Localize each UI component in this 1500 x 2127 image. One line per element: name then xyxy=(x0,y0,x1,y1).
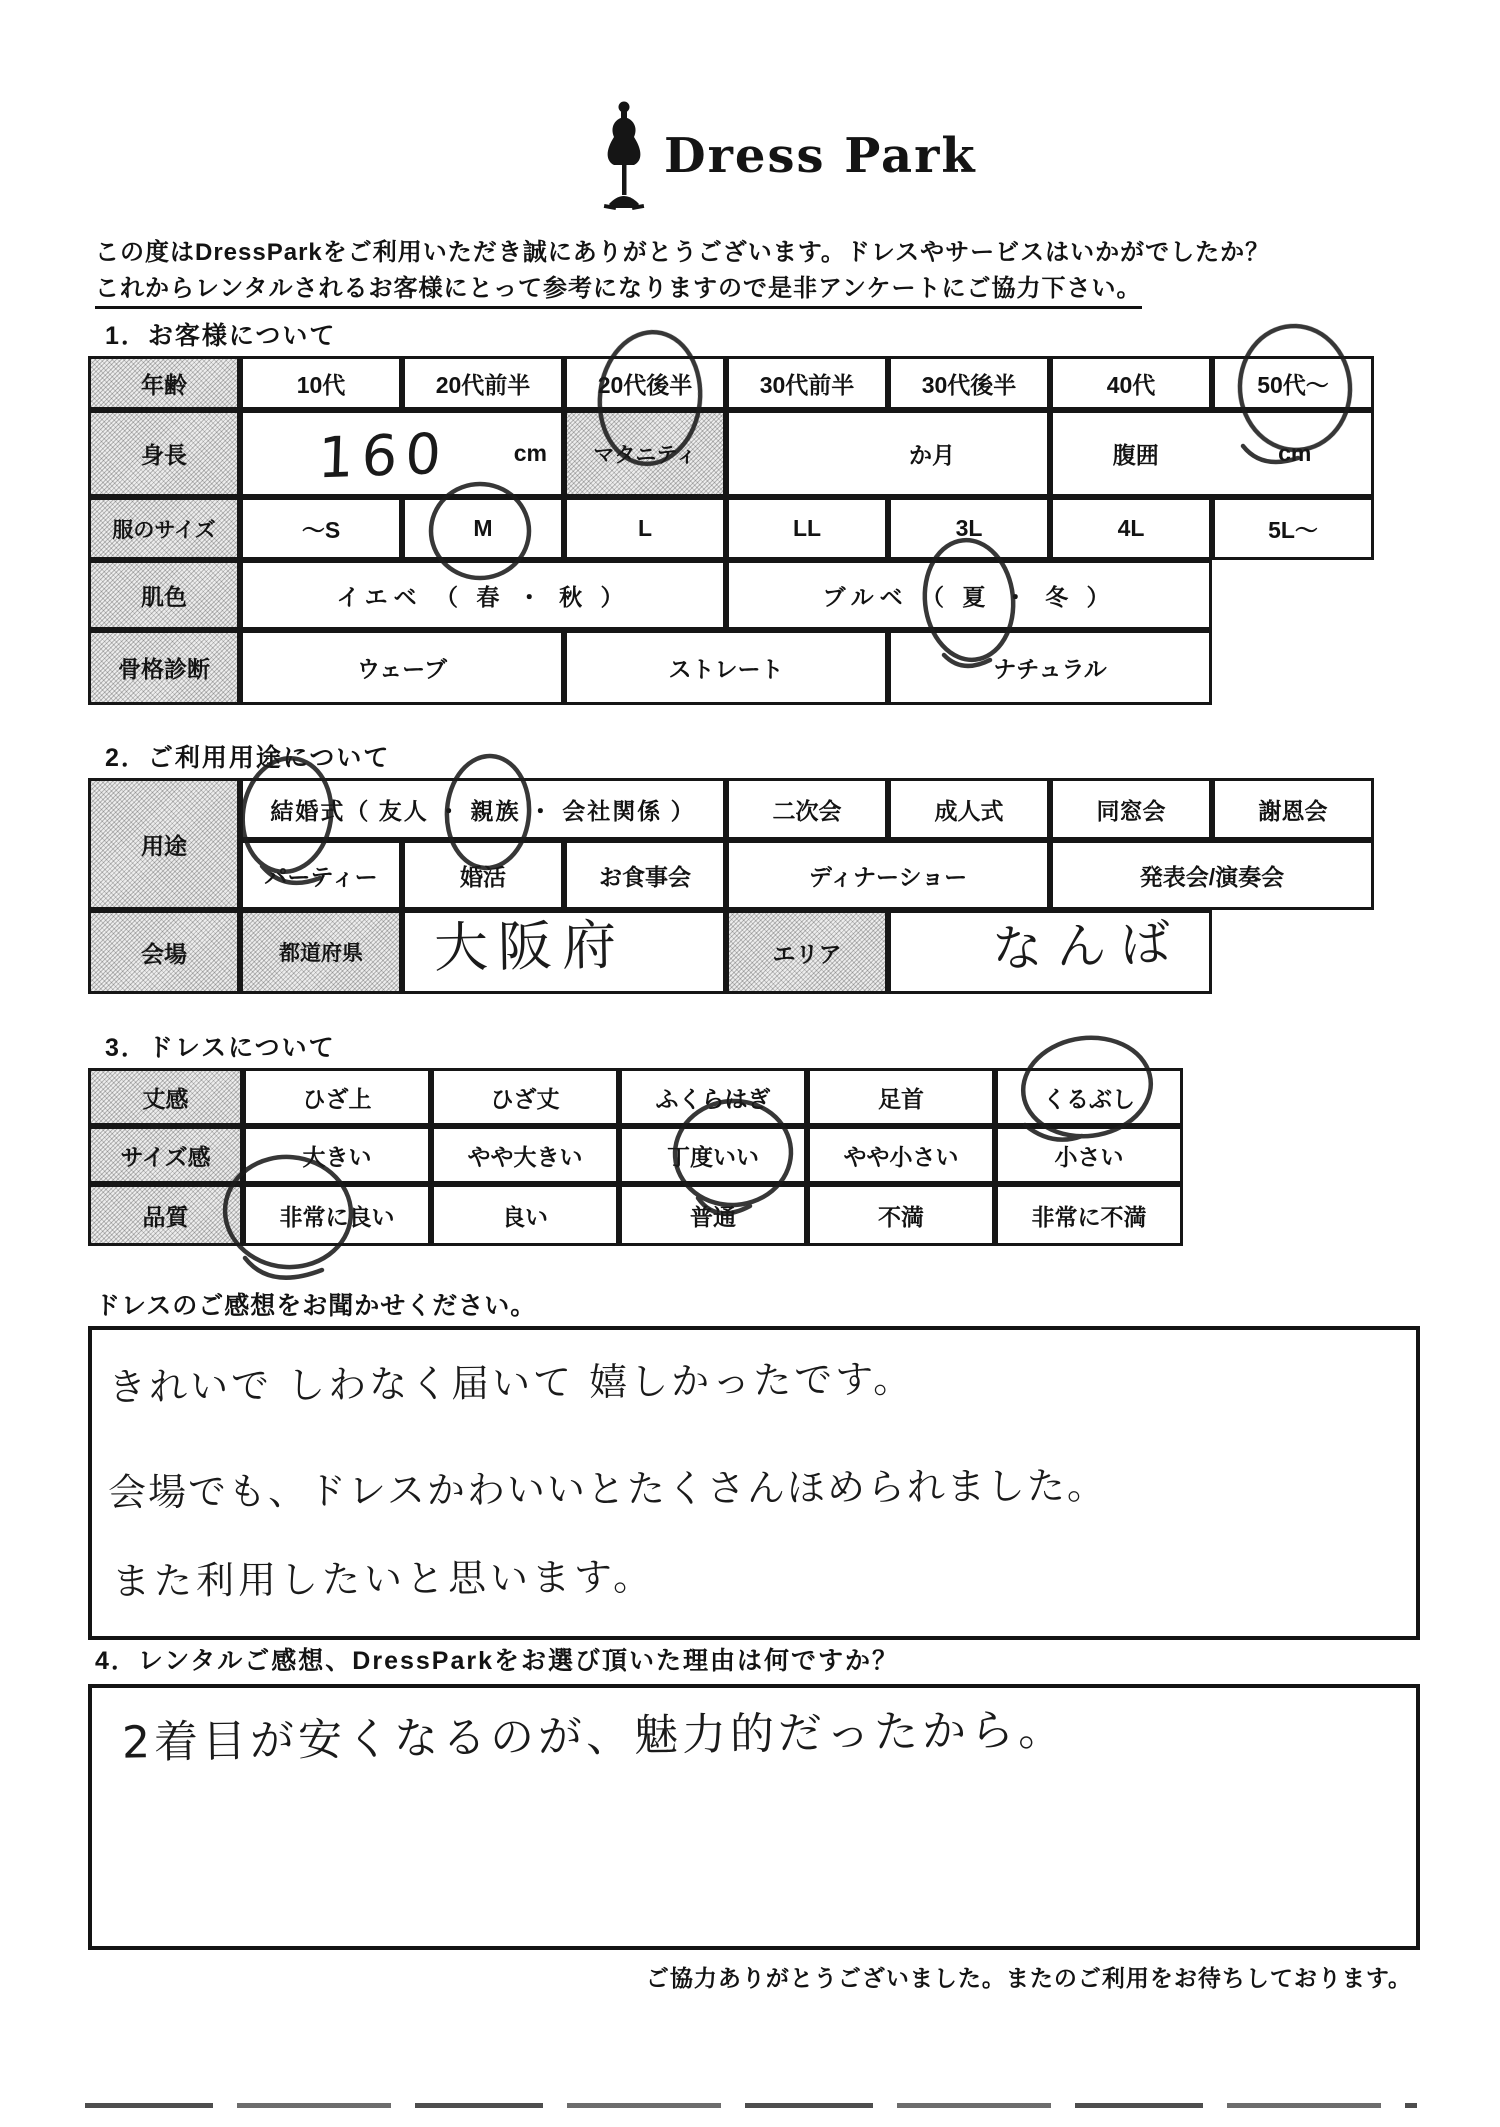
frame-option: ウェーブ xyxy=(240,630,564,705)
purpose-option: 謝恩会 xyxy=(1212,778,1374,840)
age-option: 30代前半 xyxy=(726,356,888,410)
size-option: 5L～ xyxy=(1212,497,1374,560)
handwritten-feedback-line1: きれいで しわなく届いて 嬉しかったです。 xyxy=(107,1356,915,1410)
age-option: 10代 xyxy=(240,356,402,410)
age-option: 20代前半 xyxy=(402,356,564,410)
size-option: 4L xyxy=(1050,497,1212,560)
section1-title: 1．お客様について xyxy=(105,322,337,350)
customer-info-table xyxy=(88,356,1374,705)
fit-option-circled: 丁度いい xyxy=(619,1126,807,1184)
size-option: LL xyxy=(726,497,888,560)
size-option-circled: M xyxy=(402,497,564,560)
fit-option: やや小さい xyxy=(807,1126,995,1184)
purpose-option: 二次会 xyxy=(726,778,888,840)
length-option-circled: くるぶし xyxy=(995,1068,1183,1126)
purpose-option: ディナーショー xyxy=(726,840,1050,910)
age-option-circled: 50代～ xyxy=(1212,356,1374,410)
length-option: 足首 xyxy=(807,1068,995,1126)
handwritten-area-value: なんば xyxy=(991,913,1186,979)
skin-option-yellow: イエベ （ 春 ・ 秋 ） xyxy=(240,560,726,630)
venue-row-header: 会場 xyxy=(88,910,240,994)
size-option: ～S xyxy=(240,497,402,560)
quality-option: 良い xyxy=(431,1184,619,1246)
purpose-option-wedding-circled: 結婚式（ 友人 ・ 親族 ・ 会社関係 ） xyxy=(240,778,726,840)
maternity-label: マタニティ xyxy=(564,410,726,497)
purpose-option: 婚活 xyxy=(402,840,564,910)
skin-option-blue: ブルベ （ 夏 ・ 冬 ） xyxy=(726,560,1212,630)
frame-option: ナチュラル xyxy=(888,630,1212,705)
fit-row-header: サイズ感 xyxy=(88,1126,243,1184)
length-option: ひざ上 xyxy=(243,1068,431,1126)
height-row-header: 身長 xyxy=(88,410,240,497)
dress-feedback-label: ドレスのご感想をお聞かせください。 xyxy=(95,1292,537,1320)
months-label: か月 xyxy=(909,442,955,468)
fit-option: 小さい xyxy=(995,1126,1183,1184)
age-option: 40代 xyxy=(1050,356,1212,410)
section4-title: 4．レンタルご感想、DressParkをお選び頂いた理由は何ですか？ xyxy=(95,1647,899,1675)
purpose-row-header: 用途 xyxy=(88,778,240,910)
waist-cell xyxy=(1050,410,1374,497)
area-label: エリア xyxy=(726,910,888,994)
purpose-option: 発表会/演奏会 xyxy=(1050,840,1374,910)
length-option: ひざ丈 xyxy=(431,1068,619,1126)
prefecture-label: 都道府県 xyxy=(240,910,402,994)
purpose-option: 成人式 xyxy=(888,778,1050,840)
quality-row-header: 品質 xyxy=(88,1184,243,1246)
closing-text: ご協力ありがとうございました。またのご利用をお待ちしております。 xyxy=(645,1965,1412,1991)
quality-option-circled: 非常に良い xyxy=(243,1184,431,1246)
purpose-option: 同窓会 xyxy=(1050,778,1212,840)
handwritten-height-value: 160 xyxy=(316,421,450,492)
intro-thanks-text: この度はDressParkをご利用いただき誠にありがとうございます。ドレスやサービスはいかがでしたか？ xyxy=(95,239,1271,266)
size-option: 3L xyxy=(888,497,1050,560)
height-unit-label: cm xyxy=(513,440,547,466)
intro-request-text: これからレンタルされるお客様にとって参考になりますので是非アンケートにご協力下さい。 xyxy=(95,268,1142,309)
fit-option: 大きい xyxy=(243,1126,431,1184)
length-row-header: 丈感 xyxy=(88,1068,243,1126)
maternity-months-cell xyxy=(726,410,1050,497)
fit-option: やや大きい xyxy=(431,1126,619,1184)
waist-label: 腹囲 xyxy=(1112,442,1159,468)
circle-quality-very-good-tail xyxy=(245,1258,322,1278)
brand-name: Dress Park xyxy=(664,128,977,184)
length-option: ふくらはぎ xyxy=(619,1068,807,1126)
dress-form-icon xyxy=(598,100,650,212)
age-row-header: 年齢 xyxy=(88,356,240,410)
scan-artifact-line xyxy=(85,2103,1417,2108)
frame-option: ストレート xyxy=(564,630,888,705)
handwritten-feedback-line2: 会場でも、ドレスかわいいとたくさんほめられました。 xyxy=(107,1463,1108,1515)
quality-option: 不満 xyxy=(807,1184,995,1246)
handwritten-prefecture-value: 大阪府 xyxy=(433,913,627,980)
age-option: 30代後半 xyxy=(888,356,1050,410)
size-row-header: 服のサイズ xyxy=(88,497,240,560)
quality-option: 非常に不満 xyxy=(995,1184,1183,1246)
skin-row-header: 肌色 xyxy=(88,560,240,630)
handwritten-feedback-line3: また利用したいと思います。 xyxy=(111,1554,656,1604)
size-option: L xyxy=(564,497,726,560)
handwritten-reason-answer: 2着目が安くなるのが、魅力的だったから。 xyxy=(121,1704,1067,1769)
section3-title: 3．ドレスについて xyxy=(105,1034,336,1062)
purpose-option: パーティー xyxy=(240,840,402,910)
section2-title: 2．ご利用用途について xyxy=(105,744,391,772)
frame-row-header: 骨格診断 xyxy=(88,630,240,705)
waist-unit-label: cm xyxy=(1278,440,1312,466)
age-option-circled: 20代後半 xyxy=(564,356,726,410)
quality-option: 普通 xyxy=(619,1184,807,1246)
dress-table xyxy=(88,1068,1183,1246)
purpose-option: お食事会 xyxy=(564,840,726,910)
brand-logo xyxy=(598,100,977,212)
